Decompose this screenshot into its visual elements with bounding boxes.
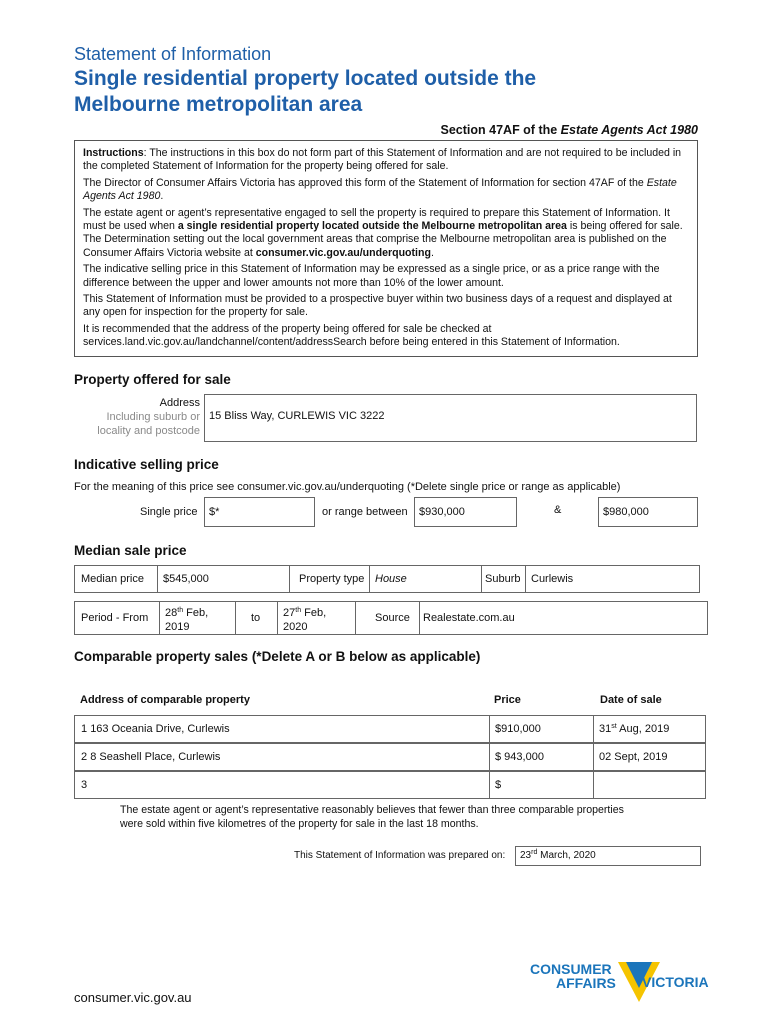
median-row — [74, 565, 700, 593]
period-to-label: to — [251, 612, 261, 624]
comparable-price[interactable]: $910,000 — [495, 723, 541, 735]
property-heading: Property offered for sale — [74, 372, 231, 387]
property-type-value[interactable]: House — [375, 573, 407, 585]
source-field-frame — [418, 601, 708, 635]
form-subtitle: Statement of Information — [74, 44, 272, 64]
col-price-header: Price — [494, 694, 521, 706]
comparable-date[interactable]: 31st Aug, 2019 — [599, 723, 670, 735]
fewer-comparables-note: The estate agent or agent’s representative reasonably believes that fewer than three comparable properties were sold within five kilometres of the property for sale in the last 18 months. — [120, 804, 624, 830]
single-price-field[interactable]: $* — [204, 497, 315, 527]
prepared-date-field[interactable]: 23rd March, 2020 — [515, 846, 701, 866]
suburb-value[interactable]: Curlewis — [531, 573, 574, 585]
single-price-label: Single price — [140, 506, 198, 518]
address-label: Address Including suburb or locality and postcode — [97, 397, 200, 437]
range-label: or range between — [322, 506, 408, 518]
comparable-price[interactable]: $ — [495, 779, 502, 791]
prepared-label: This Statement of Information was prepared on: — [294, 850, 506, 861]
source-label: Source — [375, 612, 410, 624]
median-heading: Median sale price — [74, 543, 187, 558]
period-from-label: Period - From — [81, 612, 149, 624]
table-row: 2 8 Seashell Place, Curlewis $ 943,000 02 Sept, 2019 — [74, 743, 706, 771]
footer-url[interactable]: consumer.vic.gov.au — [74, 990, 192, 1005]
source-value[interactable]: Realestate.com.au — [423, 612, 515, 624]
form-title: Single residential property located outside the Melbourne metropolitan area — [74, 67, 537, 116]
suburb-label: Suburb — [485, 573, 521, 585]
col-date-header: Date of sale — [600, 694, 662, 706]
median-price-value[interactable]: $545,000 — [163, 573, 209, 585]
range-low-field[interactable]: $930,000 — [414, 497, 517, 527]
comparable-price[interactable]: $ 943,000 — [495, 751, 544, 763]
price-note: For the meaning of this price see consumer.vic.gov.au/underquoting (*Delete single price or range as applicable) — [74, 481, 621, 493]
property-type-label: Property type — [299, 573, 365, 585]
section-reference: Section 47AF of the Estate Agents Act 1980 — [440, 123, 698, 137]
period-from-value[interactable]: 28th Feb, 2019 — [165, 607, 209, 633]
range-ampersand: & — [554, 504, 562, 516]
median-price-label: Median price — [81, 573, 144, 585]
comparable-date[interactable]: 02 Sept, 2019 — [599, 751, 668, 763]
period-to-value[interactable]: 27th Feb, 2020 — [283, 607, 327, 633]
price-heading: Indicative selling price — [74, 457, 219, 472]
range-high-field[interactable]: $980,000 — [598, 497, 698, 527]
table-row: 3 $ — [74, 771, 706, 799]
consumer-affairs-victoria-logo: CONSUMER AFFAIRS VICTORIA — [530, 958, 706, 1006]
col-address-header: Address of comparable property — [80, 694, 250, 706]
address-field[interactable]: 15 Bliss Way, CURLEWIS VIC 3222 — [204, 394, 697, 442]
comparable-heading: Comparable property sales (*Delete A or B below as applicable) — [74, 649, 481, 664]
instructions-box: Instructions: The instructions in this box do not form part of this Statement of Information and are not required to be included in the completed Statement of Information for the property being offered for sale. The Director of Consumer Affairs Victoria has approved this form of the Statement of Information for section 47AF of the Estate Agents Act 1980. The estate agent or agent’s representative engaged to sell the property is required to prepare this Statement of Information. It must be used when a single residential property located outside the Melbourne metropolitan area is being offered for sale. The Determination setting out the local government areas that comprise the Melbourne metropolitan area is published on the Consumer Affairs Victoria website at consumer.vic.gov.au/underquoting. The indicative selling price in this Statement of Information may be expressed as a single price, or as a price range with the difference between the upper and lower amounts not more than 10% of the lower amount. This Statement of Information must be provided to a prospective buyer within two business days of a request and displayed at any open for inspection for the property for sale. It is recommended that the address of the property being offered for sale be checked at services.land.vic.gov.au/landchannel/content/addressSearch before being entered in this Statement of Information. — [74, 140, 698, 357]
table-row: 1 163 Oceania Drive, Curlewis $910,000 31st Aug, 2019 — [74, 715, 706, 743]
